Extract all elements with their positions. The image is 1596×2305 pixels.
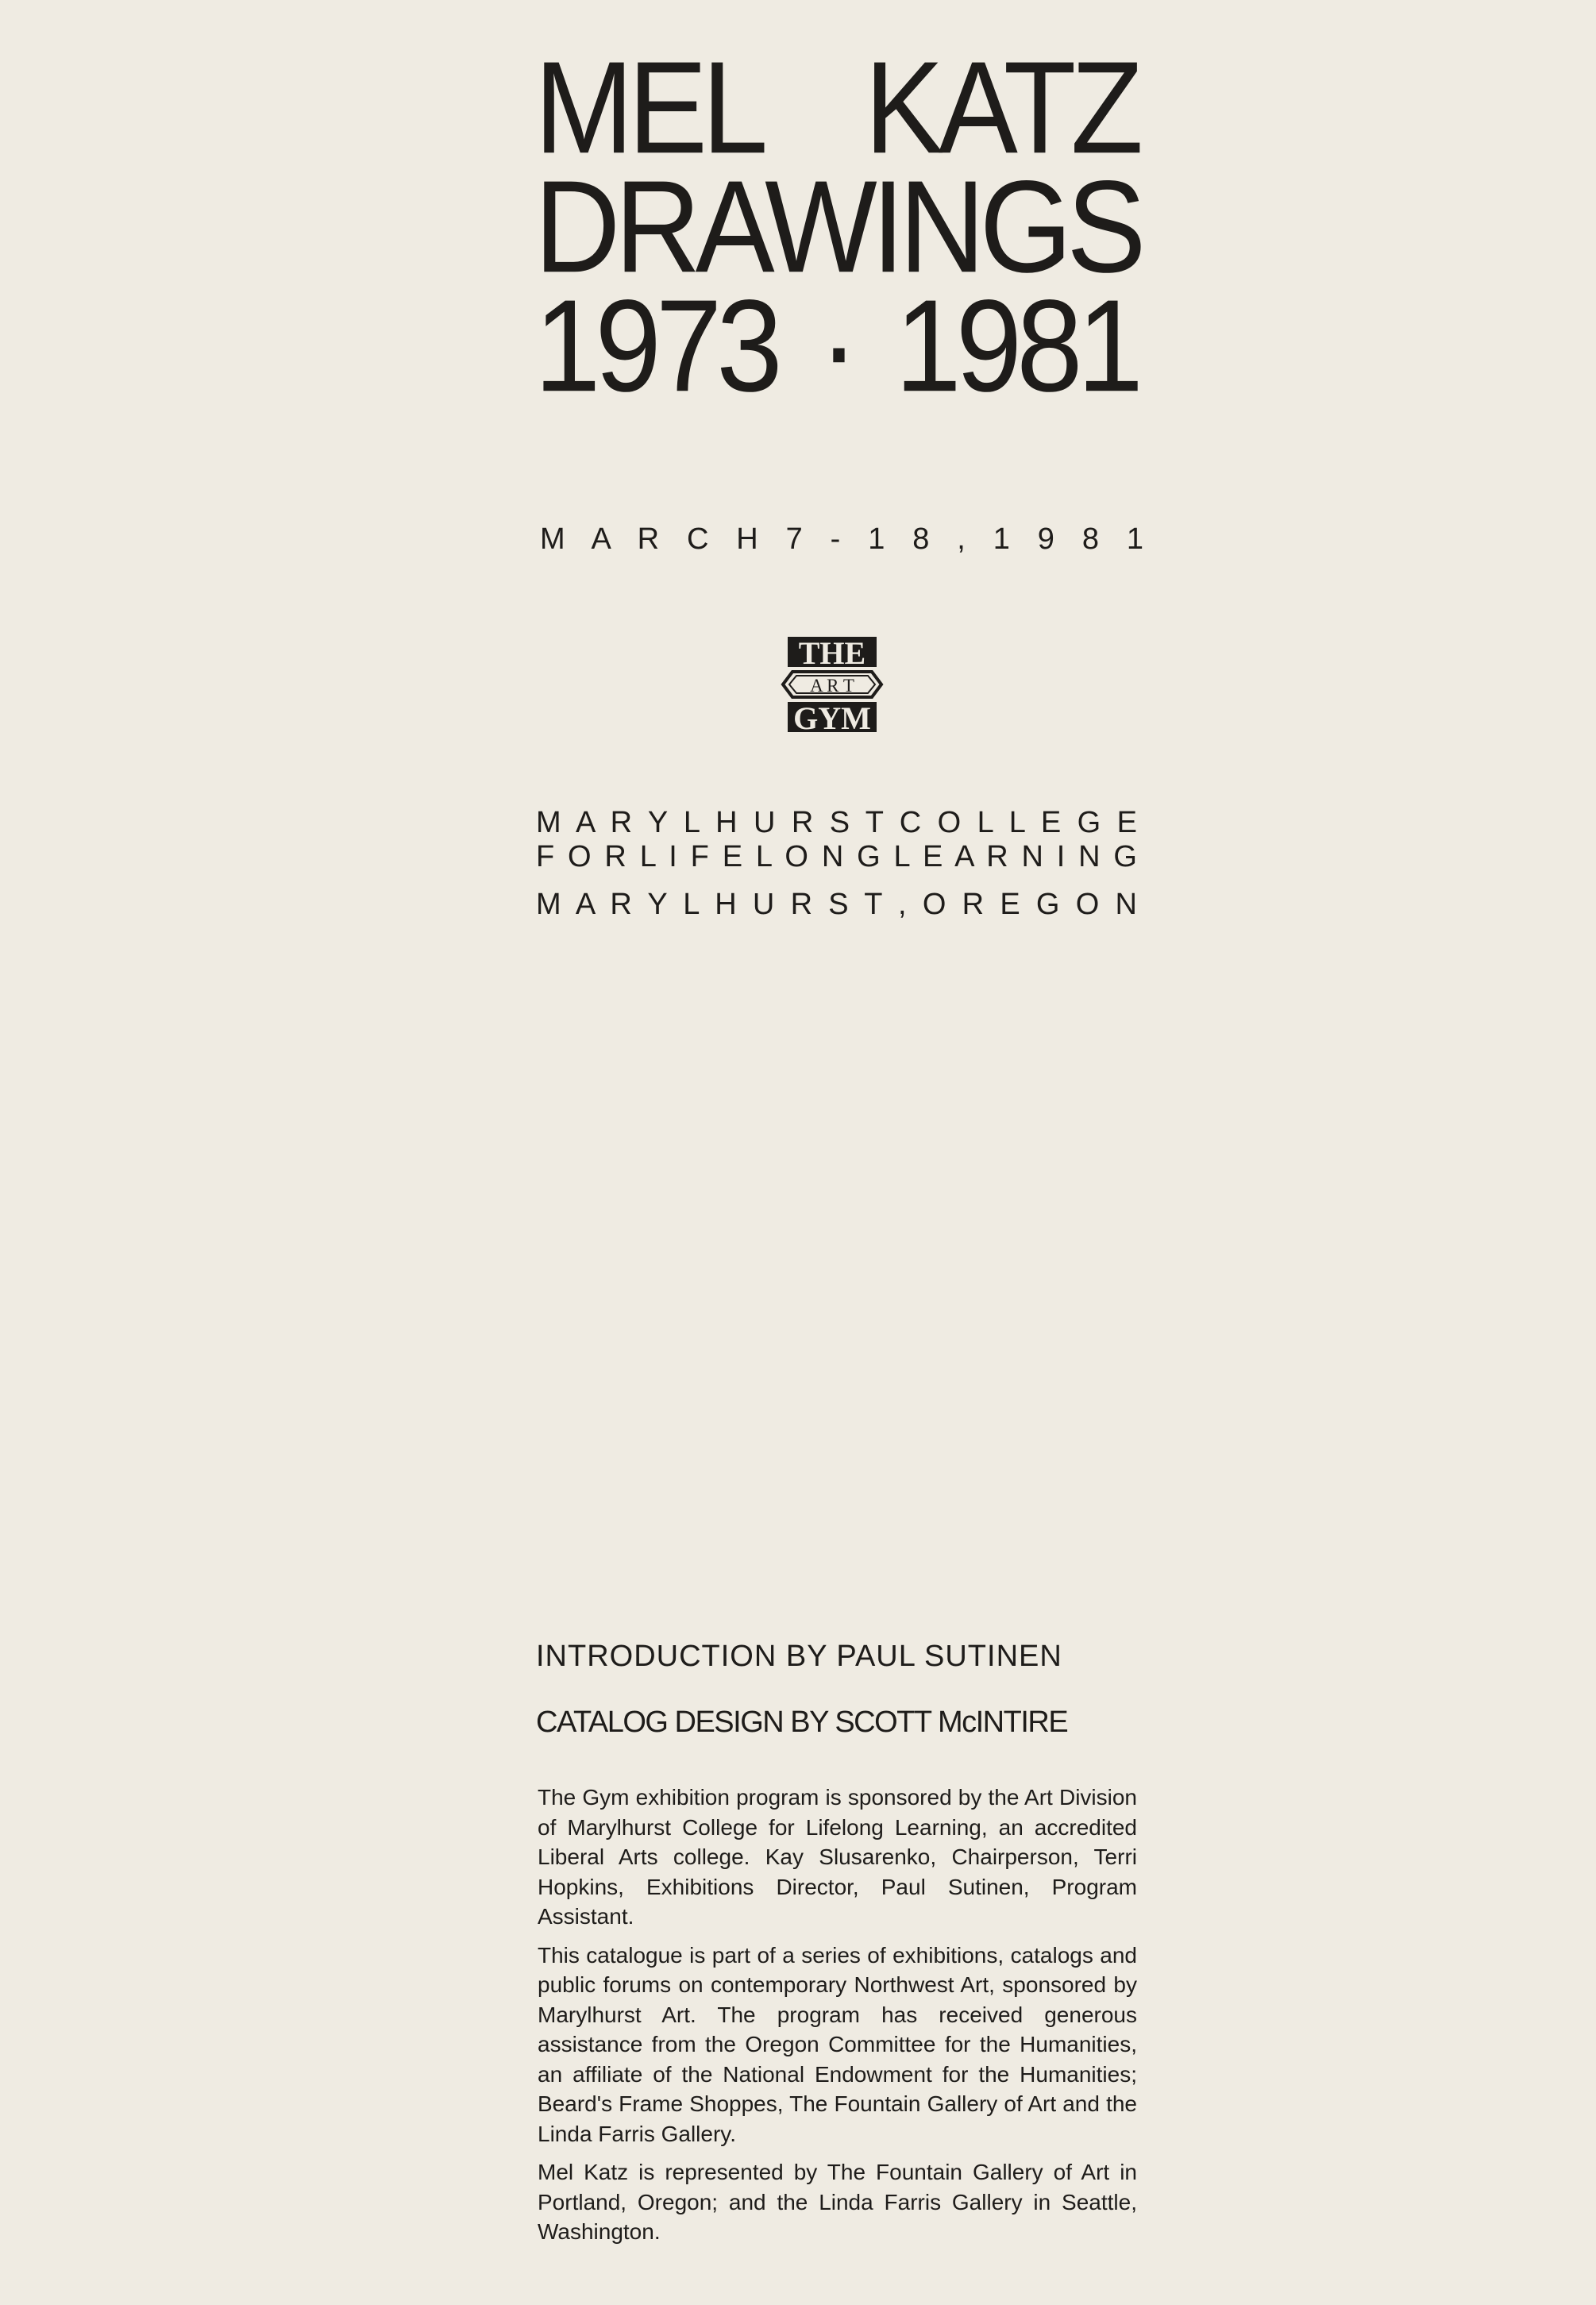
sponsorship-text bbox=[538, 1783, 1137, 2256]
representation-paragraph: Mel Katz is represented by The Fountain Gallery of Art in Portland, Oregon; and the Linda Farris Gallery in Seattle, Washington. bbox=[538, 2160, 1137, 2244]
series-paragraph: This catalogue is part of a series of exhibitions, catalogs and public forums on contemporary Northwest Art, sponsored by Marylhurst Art. The program has received generous assistance from the Oregon Committee for the Humanities, an affiliate of the National Endowment for the Humanities; Beard's Frame Shoppes, The Fountain Gallery of Art and the Linda Farris Gallery. bbox=[538, 1942, 1137, 2146]
college-address bbox=[536, 806, 1137, 922]
title-subject: DRAWINGS bbox=[534, 152, 1141, 300]
logo-middle-word: A R T bbox=[810, 676, 854, 696]
catalog-title bbox=[534, 33, 1141, 419]
logo-top-word: THE bbox=[798, 635, 866, 671]
title-artist-name: MEL KATZ bbox=[534, 33, 1138, 181]
college-location: M A R Y L H U R S T , O R E G O N bbox=[536, 888, 1137, 921]
college-name-line-2: F O R L I F E L O N G L E A R N I N G bbox=[536, 840, 1137, 873]
exhibition-dates: M A R C H 7 - 1 8 , 1 9 8 1 bbox=[540, 522, 1143, 556]
college-name-line-1: M A R Y L H U R S T C O L L E G E bbox=[536, 806, 1137, 839]
art-gym-logo bbox=[772, 635, 892, 734]
title-years: 1973 · 1981 bbox=[534, 272, 1138, 419]
introduction-credit: INTRODUCTION BY PAUL SUTINEN bbox=[536, 1640, 1062, 1673]
logo-bottom-word: GYM bbox=[793, 700, 871, 734]
design-credit: CATALOG DESIGN BY SCOTT McINTIRE bbox=[536, 1706, 1068, 1739]
sponsor-paragraph: The Gym exhibition program is sponsored by the Art Division of Marylhurst College for Lifelong Learning, an accredited Liberal Arts college. Kay Slusarenko, Chairperson, Terri Hopkins, Exhibitions Director, Paul Sutinen, Program Assistant. bbox=[538, 1785, 1137, 1929]
